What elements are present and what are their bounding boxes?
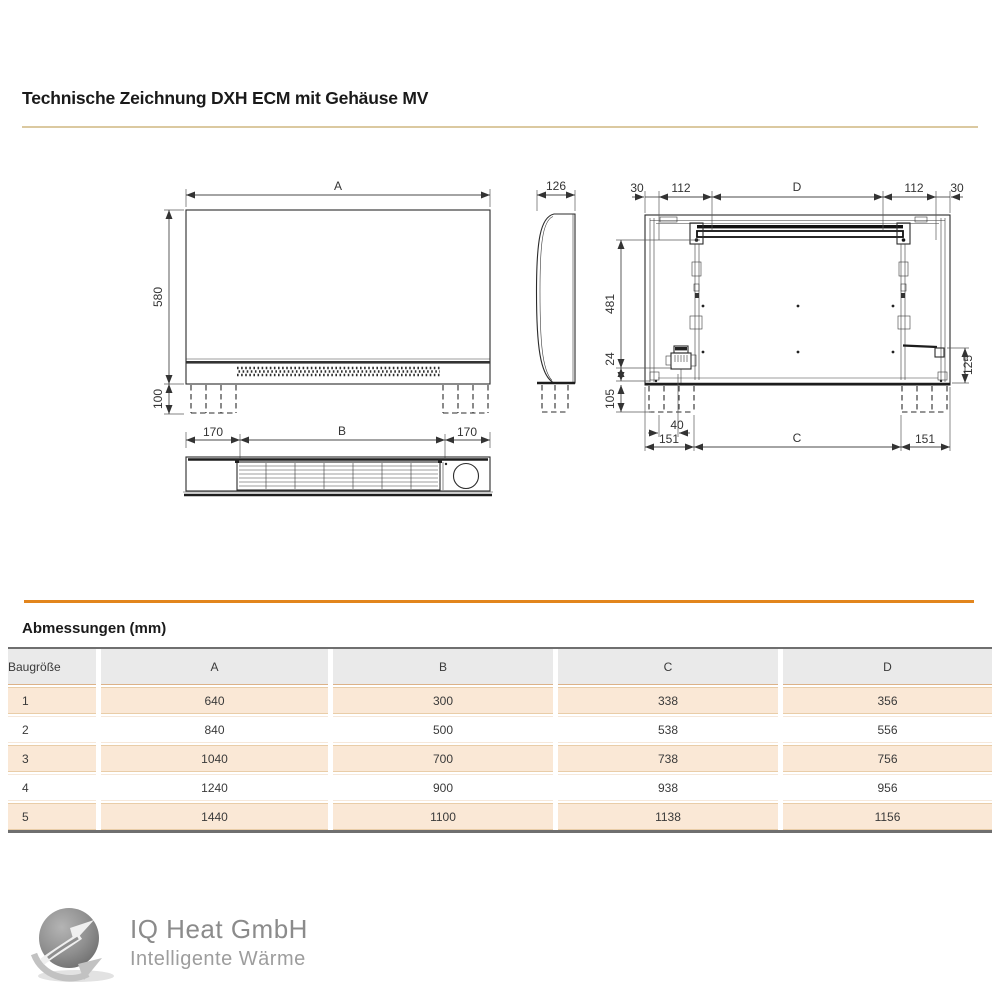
dim-label-b: B <box>337 424 347 438</box>
cell-a: 1440 <box>101 803 328 830</box>
cell-size: 5 <box>8 803 96 830</box>
dim-label-d: D <box>792 180 802 194</box>
dim-label-c: C <box>792 431 802 445</box>
table-header-row <box>8 649 992 685</box>
bottom-view <box>183 457 493 495</box>
cell-d: 1156 <box>783 803 992 830</box>
cell-size: 4 <box>8 774 96 801</box>
col-header-b: B <box>333 649 553 685</box>
rear-view <box>645 215 950 412</box>
col-header-baugroesse: Baugröße <box>8 649 96 685</box>
dim-label-40: 40 <box>670 418 684 432</box>
dim-label-112-right: 112 <box>904 181 924 195</box>
col-header-c: C <box>558 649 778 685</box>
section-divider <box>24 600 974 603</box>
cell-size: 3 <box>8 745 96 772</box>
cell-c: 538 <box>558 716 778 743</box>
col-header-d: D <box>783 649 992 685</box>
cell-a: 1040 <box>101 745 328 772</box>
dim-label-30-right: 30 <box>950 181 964 195</box>
cell-b: 900 <box>333 774 553 801</box>
company-logo <box>24 896 308 988</box>
cell-a: 1240 <box>101 774 328 801</box>
cell-b: 300 <box>333 687 553 714</box>
cell-b: 700 <box>333 745 553 772</box>
dim-label-100: 100 <box>151 388 165 410</box>
dim-label-24: 24 <box>603 352 617 366</box>
table-row <box>8 803 992 830</box>
logo-company-name: IQ Heat GmbH <box>130 913 308 944</box>
cell-a: 640 <box>101 687 328 714</box>
dimensions-table <box>8 647 992 833</box>
dim-label-30-left: 30 <box>630 181 644 195</box>
cell-d: 356 <box>783 687 992 714</box>
dim-label-151-right: 151 <box>914 432 936 446</box>
dim-label-125: 125 <box>961 354 975 376</box>
cell-b: 500 <box>333 716 553 743</box>
table-row <box>8 745 992 772</box>
table-row <box>8 716 992 743</box>
cell-b: 1100 <box>333 803 553 830</box>
logo-tagline: Intelligente Wärme <box>130 947 306 970</box>
cell-size: 1 <box>8 687 96 714</box>
cell-a: 840 <box>101 716 328 743</box>
cell-c: 1138 <box>558 803 778 830</box>
table-row <box>8 774 992 801</box>
globe-arrow-icon <box>24 896 116 988</box>
dim-label-170-right: 170 <box>456 425 478 439</box>
page-title: Technische Zeichnung DXH ECM mit Gehäuse MV <box>22 88 429 108</box>
dim-label-105: 105 <box>603 388 617 410</box>
dim-label-170-left: 170 <box>202 425 224 439</box>
dimensions-heading: Abmessungen (mm) <box>22 620 167 637</box>
dim-label-481: 481 <box>603 293 617 315</box>
front-view <box>186 210 490 413</box>
cell-size: 2 <box>8 716 96 743</box>
dim-label-580: 580 <box>151 286 165 308</box>
cell-d: 556 <box>783 716 992 743</box>
cell-d: 756 <box>783 745 992 772</box>
col-header-a: A <box>101 649 328 685</box>
cell-d: 956 <box>783 774 992 801</box>
front-view-dimensions <box>151 179 490 414</box>
dim-label-a: A <box>333 179 343 193</box>
side-view-dimensions <box>537 179 575 211</box>
dim-label-112-left: 112 <box>671 181 691 195</box>
cell-c: 738 <box>558 745 778 772</box>
table-row <box>8 687 992 714</box>
side-view <box>537 214 576 412</box>
dim-label-151-left: 151 <box>658 432 680 446</box>
cell-c: 938 <box>558 774 778 801</box>
cell-c: 338 <box>558 687 778 714</box>
dim-label-126: 126 <box>545 179 567 193</box>
bottom-view-dimensions <box>186 424 490 458</box>
